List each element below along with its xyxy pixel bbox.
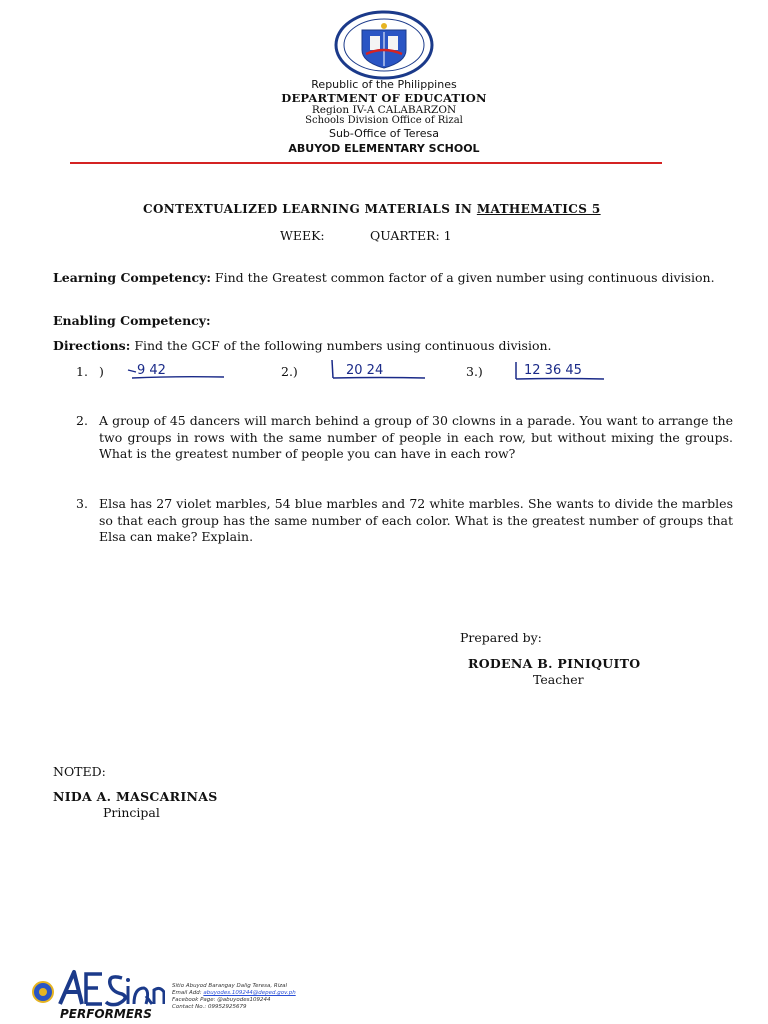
item-1-number: 1.	[76, 364, 88, 379]
problem-3-text: Elsa has 27 violet marbles, 54 blue marbles and 72 white marbles. She wants to divide the marbles so that each group has the same number of each color. What is the greatest number of groups that Elsa can make? Explain.	[99, 496, 733, 544]
footer-facebook: Facebook Page: @abuyodes109244	[172, 997, 271, 1003]
item-3-number: 3.)	[466, 364, 483, 379]
prepared-by-label: Prepared by:	[460, 630, 542, 645]
footer-address: Sitio Abuyod Barangay Dalig Teresa, Rizal	[172, 983, 288, 989]
problem-2-text: A group of 45 dancers will march behind a group of 30 clowns in a parade. You want to arrange the two groups in rows with the same number of people in each row, but without mixing the groups. What is the greatest number of people you can have in each row?	[99, 413, 733, 461]
directions-text: Find the GCF of the following numbers using continuous division.	[130, 338, 552, 353]
directions-label: Directions:	[53, 338, 131, 353]
learning-competency	[53, 270, 733, 286]
week-label: WEEK:	[280, 228, 325, 243]
quarter-label: QUARTER: 1	[370, 228, 452, 243]
deped-seal-logo	[334, 10, 434, 80]
title-subject: MATHEMATICS 5	[476, 202, 601, 216]
problem-2-number: 2.	[76, 413, 88, 428]
header-divider	[70, 162, 662, 164]
enabling-competency	[53, 313, 733, 329]
title-prefix: CONTEXTUALIZED LEARNING MATERIALS IN	[143, 202, 477, 216]
noted-by-role: Principal	[103, 805, 160, 820]
item-1-division-tick	[128, 370, 136, 372]
item-2-values: 20 24	[346, 363, 384, 378]
footer-email-link[interactable]: abuyodes.109244@deped.gov.ph	[203, 990, 296, 996]
item-2-number: 2.)	[281, 364, 298, 379]
header-region: Region IV-A CALABARZON	[311, 104, 457, 116]
header-republic: Republic of the Philippines	[311, 78, 457, 91]
enabling-competency-label: Enabling Competency:	[53, 313, 211, 328]
item-1-division-line	[132, 377, 224, 378]
footer-email	[172, 990, 296, 996]
header-sub-office: Sub-Office of Teresa	[328, 127, 440, 140]
logo-performers-text: PERFORMERS	[60, 1007, 152, 1020]
header-school-name: ABUYOD ELEMENTARY SCHOOL	[288, 142, 480, 155]
header-department: DEPARTMENT OF EDUCATION	[281, 91, 487, 105]
header-division: Schools Division Office of Rizal	[305, 115, 463, 126]
prepared-by-role: Teacher	[533, 672, 584, 687]
noted-label: NOTED:	[53, 764, 106, 779]
item-2-division-bracket	[332, 360, 333, 378]
item-1-values: 9 42	[137, 363, 166, 378]
aesian-performers-logo	[30, 966, 165, 1020]
item-3-values: 12 36 45	[524, 363, 582, 378]
handwritten-division-marks	[120, 358, 620, 384]
footer-email-label: Email Add:	[172, 990, 204, 996]
item-3-division-line	[516, 379, 604, 380]
learning-competency-label: Learning Competency:	[53, 270, 211, 285]
prepared-by-name: RODENA B. PINIQUITO	[468, 656, 641, 671]
footer-contact: Contact No.: 09952925679	[172, 1004, 247, 1010]
document-title	[143, 202, 601, 216]
item-1-paren: )	[99, 364, 104, 379]
directions	[53, 338, 733, 354]
learning-competency-text: Find the Greatest common factor of a given number using continuous division.	[210, 270, 715, 285]
problem-3-number: 3.	[76, 496, 88, 511]
item-2-division-line	[333, 378, 425, 379]
noted-by-name: NIDA A. MASCARINAS	[53, 789, 218, 804]
